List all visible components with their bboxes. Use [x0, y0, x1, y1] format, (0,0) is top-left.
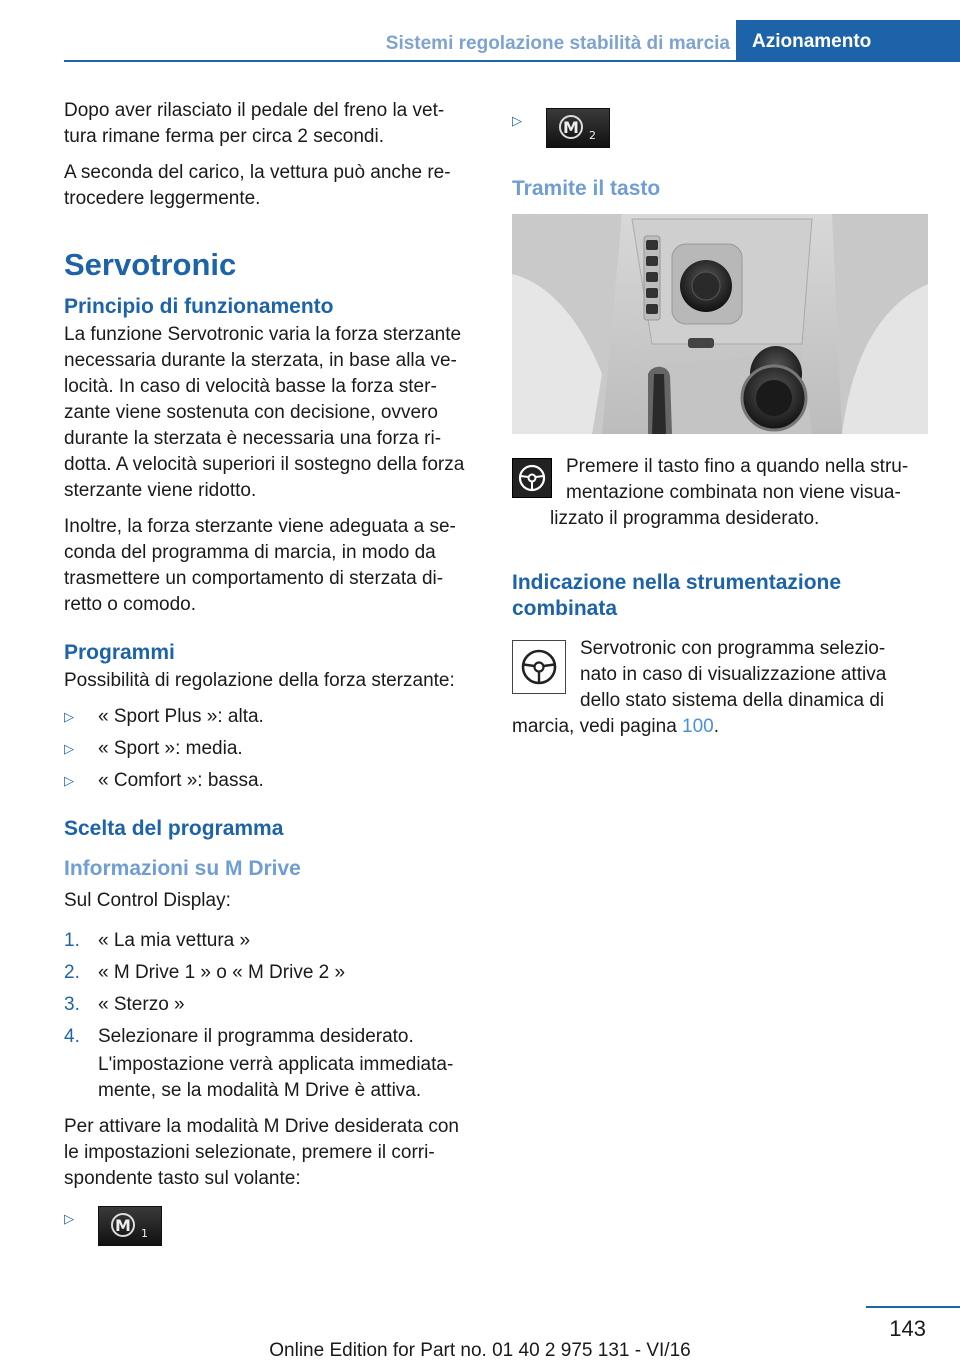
header-rule: [64, 60, 736, 62]
steering-wheel-icon: [512, 458, 552, 498]
m-drive-2-index: 2: [589, 129, 596, 142]
indicazione-period: .: [713, 716, 720, 737]
step-number: 4.: [64, 1026, 80, 1047]
list-item-mdrive2: [512, 108, 926, 148]
indicazione-paragraph: [512, 636, 926, 740]
step-number: 1.: [64, 930, 80, 951]
triangle-right-icon: ▷: [64, 741, 74, 756]
list-item: [64, 736, 478, 762]
list-item-text: « Sport Plus »: alta.: [98, 706, 264, 727]
list-item: [64, 768, 478, 794]
m-drive-2-button-icon: [546, 108, 610, 148]
m-drive-1-letter: M: [115, 1216, 131, 1235]
step-item: [64, 1024, 478, 1050]
left-column: [64, 98, 478, 1252]
footer-edition: Online Edition for Part no. 01 40 2 975 131 - VI/16: [269, 1340, 691, 1361]
heading-servotronic: Servotronic: [64, 247, 237, 282]
triangle-right-icon: ▷: [64, 773, 74, 788]
triangle-right-icon: ▷: [512, 113, 522, 128]
step-number: 2.: [64, 962, 80, 983]
principio-paragraph-1: La funzione Servotronic varia la forza sterzante necessaria durante la sterzata, in base alla ve‐ locità. In caso di velocità basse la forza ster‐ zante viene sostenuta con decisione, ovvero durante la sterzata è necessaria una forza ri‐ dotta. A velocità superiori il sostegno della forza sterzante viene ridotto.: [64, 324, 465, 501]
footer-rule: [866, 1306, 960, 1308]
activate-paragraph: Per attivare la modalità M Drive desiderata con le impostazioni selezionate, premere il corri‐ spondente tasto sul volante:: [64, 1116, 459, 1189]
heading-indicazione: Indicazione nella strumentazione combinata: [512, 571, 842, 620]
triangle-right-icon: ▷: [64, 709, 74, 724]
intro-paragraph-2: A seconda del carico, la vettura può anche re‐ trocedere leggermente.: [64, 162, 451, 209]
center-console-photo: [512, 214, 928, 434]
indicazione-paragraph-block: [512, 636, 926, 750]
page-link-100[interactable]: 100: [682, 716, 714, 737]
header-section-title: Sistemi regolazione stabilità di marcia: [385, 33, 730, 54]
step-item: [64, 960, 478, 986]
heading-principio: Principio di funzionamento: [64, 295, 334, 318]
mdrive-intro: Sul Control Display:: [64, 890, 231, 911]
m-drive-1-index: 1: [141, 1227, 148, 1240]
step-text: Selezionare il programma desiderato.: [98, 1026, 414, 1047]
programmi-intro: Possibilità di regolazione della forza sterzante:: [64, 670, 455, 691]
indicazione-text: Servotronic con programma selezio‐ nato in caso di visualizzazione attiva dello stato sistema della dinamica di marcia, vedi pagina: [512, 638, 887, 737]
heading-mdrive: Informazioni su M Drive: [64, 857, 301, 880]
step-4-note: L'impostazione verrà applicata immediata‐ mente, se la modalità M Drive è attiva.: [98, 1054, 454, 1101]
list-item-text: « Sport »: media.: [98, 738, 243, 759]
step-item: [64, 992, 478, 1018]
right-column: [512, 98, 926, 750]
page-number: 143: [889, 1316, 926, 1341]
m-drive-2-letter: M: [563, 118, 579, 137]
step-number: 3.: [64, 994, 80, 1015]
heading-scelta: Scelta del programma: [64, 817, 284, 840]
intro-paragraph-1: Dopo aver rilasciato il pedale del freno la vet‐ tura rimane ferma per circa 2 secondi.: [64, 100, 445, 147]
step-text: « M Drive 1 » o « M Drive 2 »: [98, 962, 346, 983]
heading-tramite-tasto: Tramite il tasto: [512, 177, 661, 200]
step-text: « La mia vettura »: [98, 930, 251, 951]
tasto-paragraph-block: [512, 454, 926, 542]
list-item-mdrive1: [64, 1206, 478, 1246]
triangle-right-icon: ▷: [64, 1211, 74, 1226]
tasto-paragraph: Premere il tasto fino a quando nella stru‐ mentazione combinata non viene visua‐ lizzato il programma desiderato.: [550, 456, 909, 529]
step-item: [64, 928, 478, 954]
m-drive-1-button-icon: [98, 1206, 162, 1246]
principio-paragraph-2: Inoltre, la forza sterzante viene adeguata a se‐ conda del programma di marcia, in modo da trasmettere un comportamento di sterzata di‐ retto o comodo.: [64, 516, 456, 615]
step-text: « Sterzo »: [98, 994, 185, 1015]
list-item-text: « Comfort »: bassa.: [98, 770, 264, 791]
steering-wheel-icon: [512, 640, 566, 694]
heading-programmi: Programmi: [64, 641, 175, 664]
list-item: [64, 704, 478, 730]
header-chapter-tab: Azionamento: [736, 20, 960, 62]
